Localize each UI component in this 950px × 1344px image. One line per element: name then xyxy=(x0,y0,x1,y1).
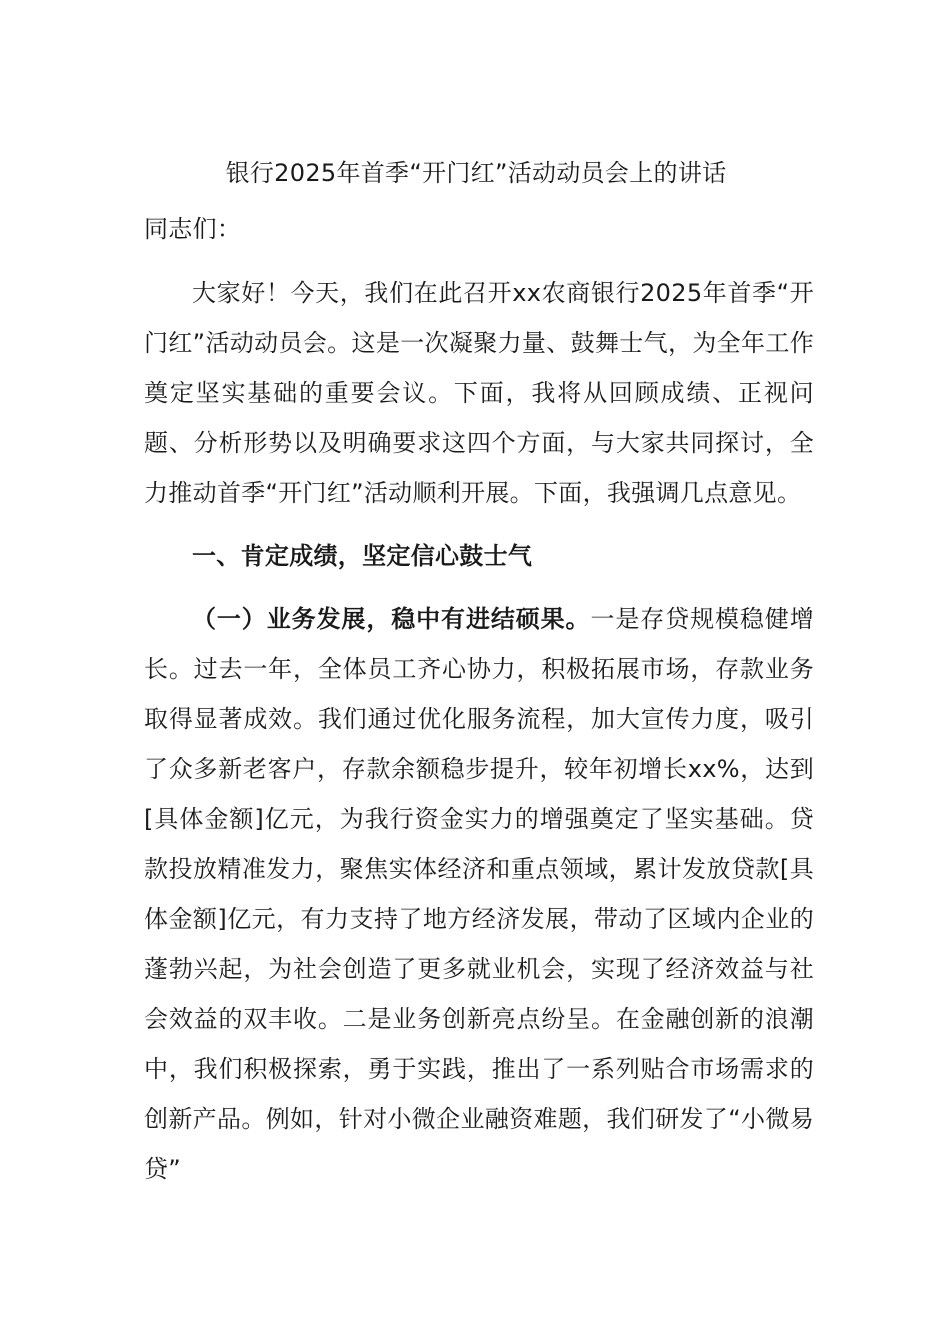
section-heading-1: 一、肯定成绩，坚定信心鼓士气 xyxy=(192,542,533,570)
intro-paragraph: 大家好！今天，我们在此召开xx农商银行2025年首季“开门红”活动动员会。这是一次凝聚力量、鼓舞士气，为全年工作奠定坚实基础的重要会议。下面，我将从回顾成绩、正视问题、分析形势以及明确要求这四个方面，与大家共同探讨，全力推动首季“开门红”活动顺利开展。下面，我强调几点意见。 xyxy=(144,279,814,507)
document-title: 银行2025年首季“开门红”活动动员会上的讲话 xyxy=(225,159,727,187)
salutation: 同志们： xyxy=(144,215,242,243)
subsection-paragraph-1 xyxy=(144,594,814,1194)
subsection-heading-1: （一）业务发展，稳中有进结硕果。 xyxy=(192,605,591,633)
subsection-body-1: 一是存贷规模稳健增长。过去一年，全体员工齐心协力，积极拓展市场，存款业务取得显著成效。我们通过优化服务流程，加大宣传力度，吸引了众多新老客户，存款余额稳步提升，较年初增长xx%，达到[具体金额]亿元，为我行资金实力的增强奠定了坚实基础。贷款投放精准发力，聚焦实体经济和重点领域，累计发放贷款[具体金额]亿元，有力支持了地方经济发展，带动了区域内企业的蓬勃兴起，为社会创造了更多就业机会，实现了经济效益与社会效益的双丰收。二是业务创新亮点纷呈。在金融创新的浪潮中，我们积极探索，勇于实践，推出了一系列贴合市场需求的创新产品。例如，针对小微企业融资难题，我们研发了“小微易贷” xyxy=(144,605,814,1183)
document-body xyxy=(144,148,814,1207)
